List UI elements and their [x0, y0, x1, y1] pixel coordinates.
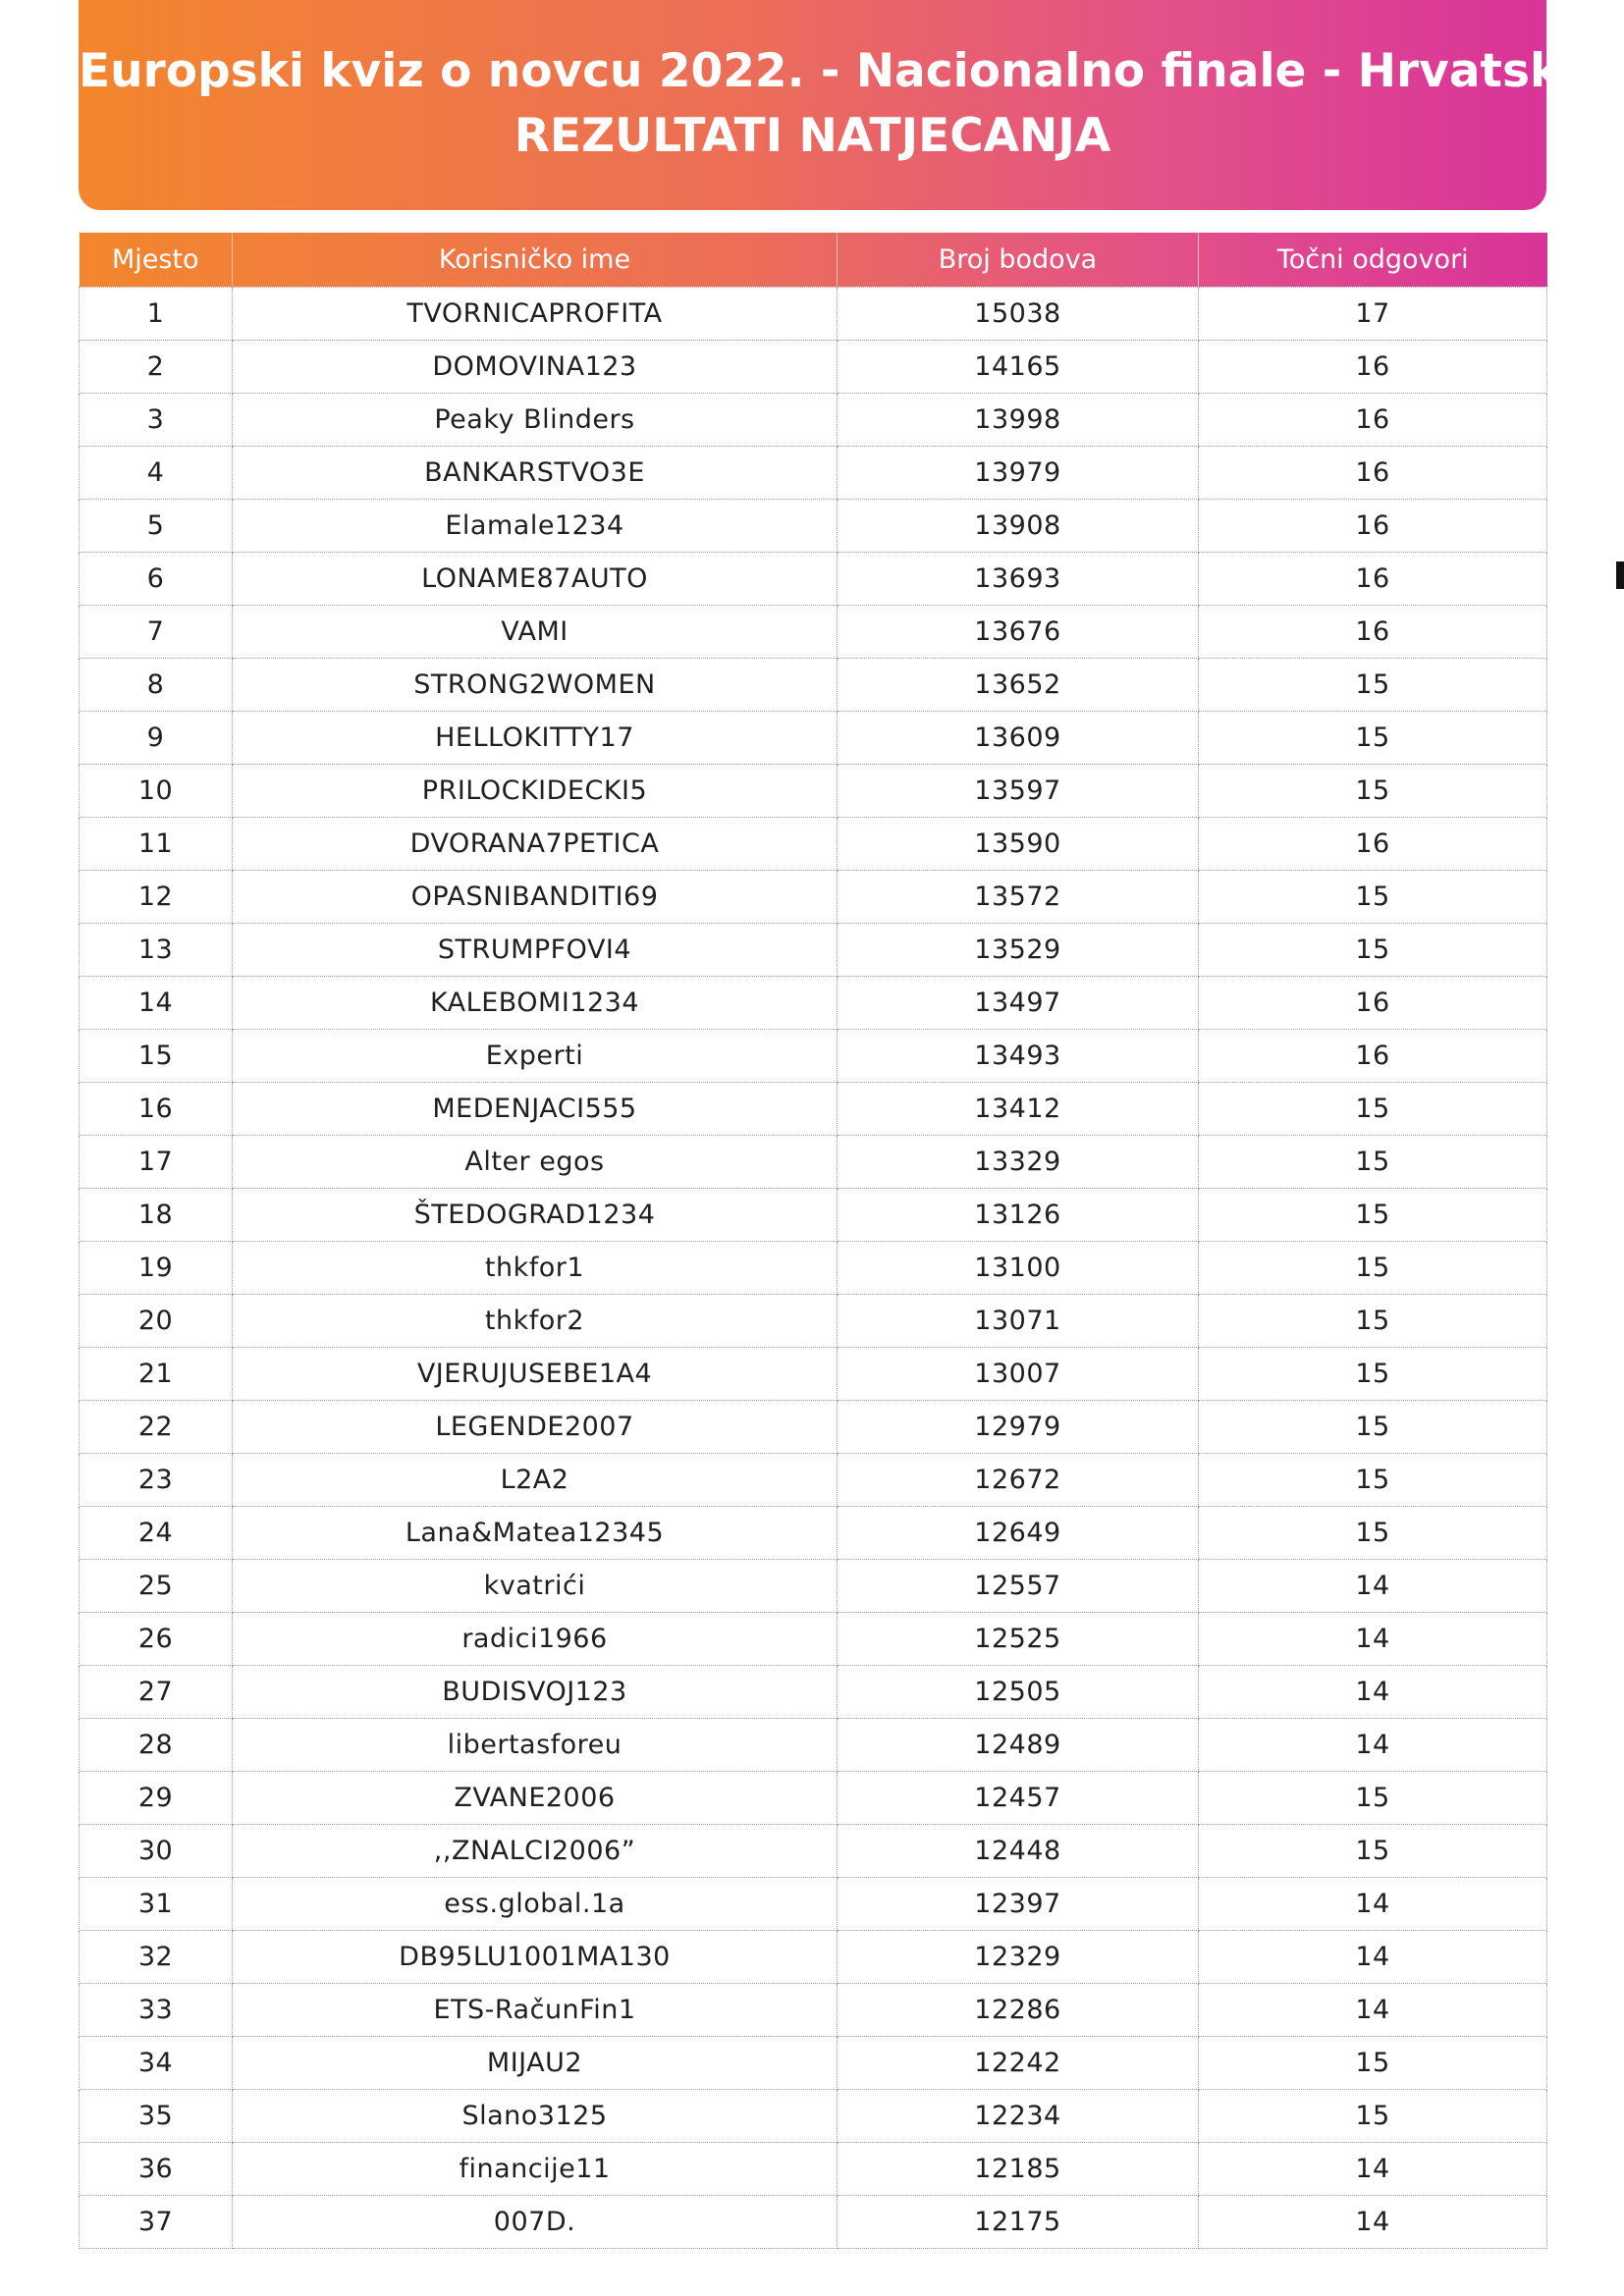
- cell-points: 13126: [838, 1188, 1199, 1241]
- table-row: [80, 658, 1547, 711]
- cell-correct-answers: 15: [1199, 658, 1547, 711]
- cell-points: 13998: [838, 393, 1199, 446]
- table-body: [80, 287, 1547, 2248]
- cell-rank: 34: [80, 2036, 233, 2089]
- cell-rank: 18: [80, 1188, 233, 1241]
- cell-correct-answers: 15: [1199, 711, 1547, 764]
- cell-points: 12185: [838, 2142, 1199, 2195]
- cell-points: 13412: [838, 1082, 1199, 1135]
- cell-username: STRONG2WOMEN: [233, 658, 838, 711]
- cell-correct-answers: 15: [1199, 1400, 1547, 1453]
- table-header: [80, 233, 1547, 287]
- cell-username: VAMI: [233, 605, 838, 658]
- cell-rank: 27: [80, 1665, 233, 1718]
- title-banner: [79, 0, 1592, 210]
- cell-rank: 3: [80, 393, 233, 446]
- cell-correct-answers: 15: [1199, 1506, 1547, 1559]
- cell-username: thkfor2: [233, 1294, 838, 1347]
- cell-username: ess.global.1a: [233, 1877, 838, 1930]
- cell-rank: 33: [80, 1983, 233, 2036]
- cell-rank: 10: [80, 764, 233, 817]
- table-row: [80, 287, 1547, 340]
- cell-points: 12505: [838, 1665, 1199, 1718]
- cell-rank: 16: [80, 1082, 233, 1135]
- cell-points: 15038: [838, 287, 1199, 340]
- table-row: [80, 1188, 1547, 1241]
- table-row: [80, 1135, 1547, 1188]
- cell-correct-answers: 15: [1199, 1082, 1547, 1135]
- cell-rank: 19: [80, 1241, 233, 1294]
- table-row: [80, 1029, 1547, 1082]
- cell-correct-answers: 14: [1199, 1718, 1547, 1771]
- cell-username: L2A2: [233, 1453, 838, 1506]
- cell-rank: 37: [80, 2195, 233, 2248]
- cell-correct-answers: 15: [1199, 1824, 1547, 1877]
- cell-rank: 1: [80, 287, 233, 340]
- column-header-rank: Mjesto: [80, 233, 233, 287]
- cell-username: BUDISVOJ123: [233, 1665, 838, 1718]
- table-row: [80, 764, 1547, 817]
- cell-rank: 11: [80, 817, 233, 870]
- cell-correct-answers: 15: [1199, 2089, 1547, 2142]
- cell-correct-answers: 16: [1199, 605, 1547, 658]
- table-row: [80, 1824, 1547, 1877]
- cell-points: 13597: [838, 764, 1199, 817]
- cell-points: 12286: [838, 1983, 1199, 2036]
- cell-points: 13100: [838, 1241, 1199, 1294]
- cell-correct-answers: 14: [1199, 1665, 1547, 1718]
- cell-correct-answers: 15: [1199, 1294, 1547, 1347]
- table-row: [80, 1506, 1547, 1559]
- cell-username: LEGENDE2007: [233, 1400, 838, 1453]
- cell-username: OPASNIBANDITI69: [233, 870, 838, 923]
- cell-rank: 28: [80, 1718, 233, 1771]
- cell-correct-answers: 15: [1199, 1453, 1547, 1506]
- cell-rank: 36: [80, 2142, 233, 2195]
- table-row: [80, 1665, 1547, 1718]
- cell-username: financije11: [233, 2142, 838, 2195]
- cell-points: 13572: [838, 870, 1199, 923]
- cell-points: 12649: [838, 1506, 1199, 1559]
- cell-points: 12175: [838, 2195, 1199, 2248]
- cell-username: BANKARSTVO3E: [233, 446, 838, 499]
- cell-username: HELLOKITTY17: [233, 711, 838, 764]
- cell-username: MEDENJACI555: [233, 1082, 838, 1135]
- cell-correct-answers: 16: [1199, 393, 1547, 446]
- cell-points: 13652: [838, 658, 1199, 711]
- table-row: [80, 393, 1547, 446]
- cell-points: 12672: [838, 1453, 1199, 1506]
- table-row: [80, 1718, 1547, 1771]
- table-row: [80, 2036, 1547, 2089]
- cell-rank: 30: [80, 1824, 233, 1877]
- cell-username: DOMOVINA123: [233, 340, 838, 393]
- cell-correct-answers: 16: [1199, 340, 1547, 393]
- cell-correct-answers: 16: [1199, 552, 1547, 605]
- cell-username: PRILOCKIDECKI5: [233, 764, 838, 817]
- cell-username: LONAME87AUTO: [233, 552, 838, 605]
- cell-rank: 8: [80, 658, 233, 711]
- cell-username: DB95LU1001MA130: [233, 1930, 838, 1983]
- cell-rank: 13: [80, 923, 233, 976]
- cell-rank: 23: [80, 1453, 233, 1506]
- edge-marker: [1616, 561, 1624, 589]
- header-row: [80, 233, 1547, 287]
- cell-points: 13979: [838, 446, 1199, 499]
- cell-points: 12329: [838, 1930, 1199, 1983]
- table-row: [80, 1877, 1547, 1930]
- table-row: [80, 1559, 1547, 1612]
- cell-correct-answers: 14: [1199, 1930, 1547, 1983]
- cell-rank: 32: [80, 1930, 233, 1983]
- cell-rank: 9: [80, 711, 233, 764]
- table-row: [80, 2142, 1547, 2195]
- cell-points: 13529: [838, 923, 1199, 976]
- cell-correct-answers: 15: [1199, 1241, 1547, 1294]
- cell-username: ,,ZNALCI2006”: [233, 1824, 838, 1877]
- cell-username: TVORNICAPROFITA: [233, 287, 838, 340]
- cell-points: 13007: [838, 1347, 1199, 1400]
- table-row: [80, 1771, 1547, 1824]
- cell-correct-answers: 14: [1199, 2142, 1547, 2195]
- cell-rank: 35: [80, 2089, 233, 2142]
- table-row: [80, 1983, 1547, 2036]
- cell-correct-answers: 15: [1199, 1771, 1547, 1824]
- cell-username: thkfor1: [233, 1241, 838, 1294]
- cell-correct-answers: 16: [1199, 446, 1547, 499]
- cell-points: 13609: [838, 711, 1199, 764]
- cell-correct-answers: 16: [1199, 1029, 1547, 1082]
- table-row: [80, 499, 1547, 552]
- column-header-correct-answers: Točni odgovori: [1199, 233, 1547, 287]
- cell-rank: 12: [80, 870, 233, 923]
- cell-rank: 4: [80, 446, 233, 499]
- table-row: [80, 1294, 1547, 1347]
- cell-username: ŠTEDOGRAD1234: [233, 1188, 838, 1241]
- cell-points: 12234: [838, 2089, 1199, 2142]
- cell-username: DVORANA7PETICA: [233, 817, 838, 870]
- cell-points: 12557: [838, 1559, 1199, 1612]
- cell-rank: 15: [80, 1029, 233, 1082]
- table-row: [80, 870, 1547, 923]
- cell-correct-answers: 15: [1199, 2036, 1547, 2089]
- cell-username: Lana&Matea12345: [233, 1506, 838, 1559]
- cell-rank: 20: [80, 1294, 233, 1347]
- table-row: [80, 605, 1547, 658]
- table-row: [80, 1930, 1547, 1983]
- cell-points: 14165: [838, 340, 1199, 393]
- cell-correct-answers: 15: [1199, 923, 1547, 976]
- cell-correct-answers: 17: [1199, 287, 1547, 340]
- cell-rank: 29: [80, 1771, 233, 1824]
- cell-username: Alter egos: [233, 1135, 838, 1188]
- cell-rank: 24: [80, 1506, 233, 1559]
- cell-rank: 6: [80, 552, 233, 605]
- cell-correct-answers: 15: [1199, 870, 1547, 923]
- cell-correct-answers: 14: [1199, 1612, 1547, 1665]
- cell-points: 13497: [838, 976, 1199, 1029]
- table-row: [80, 1347, 1547, 1400]
- cell-rank: 31: [80, 1877, 233, 1930]
- results-table: [79, 233, 1547, 2249]
- cell-points: 13493: [838, 1029, 1199, 1082]
- cell-points: 13693: [838, 552, 1199, 605]
- cell-points: 13071: [838, 1294, 1199, 1347]
- cell-rank: 22: [80, 1400, 233, 1453]
- cell-correct-answers: 15: [1199, 1135, 1547, 1188]
- table-row: [80, 1453, 1547, 1506]
- cell-correct-answers: 14: [1199, 1983, 1547, 2036]
- cell-username: Experti: [233, 1029, 838, 1082]
- cell-points: 12448: [838, 1824, 1199, 1877]
- cell-rank: 7: [80, 605, 233, 658]
- column-header-username: Korisničko ime: [233, 233, 838, 287]
- cell-rank: 5: [80, 499, 233, 552]
- table-row: [80, 711, 1547, 764]
- cell-points: 12979: [838, 1400, 1199, 1453]
- cell-correct-answers: 16: [1199, 976, 1547, 1029]
- cell-correct-answers: 16: [1199, 817, 1547, 870]
- table-row: [80, 976, 1547, 1029]
- cell-points: 12397: [838, 1877, 1199, 1930]
- table-row: [80, 1400, 1547, 1453]
- table-row: [80, 552, 1547, 605]
- cell-correct-answers: 16: [1199, 499, 1547, 552]
- cell-correct-answers: 14: [1199, 1877, 1547, 1930]
- cell-username: Peaky Blinders: [233, 393, 838, 446]
- table-row: [80, 1612, 1547, 1665]
- cell-rank: 2: [80, 340, 233, 393]
- table-row: [80, 1082, 1547, 1135]
- cell-points: 12525: [838, 1612, 1199, 1665]
- cell-username: 007D.: [233, 2195, 838, 2248]
- cell-rank: 25: [80, 1559, 233, 1612]
- cell-correct-answers: 15: [1199, 1188, 1547, 1241]
- column-header-points: Broj bodova: [838, 233, 1199, 287]
- cell-rank: 21: [80, 1347, 233, 1400]
- cell-username: MIJAU2: [233, 2036, 838, 2089]
- table-row: [80, 817, 1547, 870]
- cell-username: ETS-RačunFin1: [233, 1983, 838, 2036]
- cell-username: Slano3125: [233, 2089, 838, 2142]
- cell-correct-answers: 15: [1199, 1347, 1547, 1400]
- cell-points: 12242: [838, 2036, 1199, 2089]
- cell-points: 13329: [838, 1135, 1199, 1188]
- cell-username: VJERUJUSEBE1A4: [233, 1347, 838, 1400]
- page-title: Europski kviz o novcu 2022. - Nacionalno finale - Hrvatska: [79, 44, 1592, 98]
- table-row: [80, 446, 1547, 499]
- cell-points: 13590: [838, 817, 1199, 870]
- table-row: [80, 2089, 1547, 2142]
- page-subtitle: REZULTATI NATJECANJA: [514, 109, 1111, 163]
- cell-points: 13908: [838, 499, 1199, 552]
- table-row: [80, 2195, 1547, 2248]
- cell-username: kvatrići: [233, 1559, 838, 1612]
- table-row: [80, 923, 1547, 976]
- cell-rank: 17: [80, 1135, 233, 1188]
- table-row: [80, 1241, 1547, 1294]
- cell-username: radici1966: [233, 1612, 838, 1665]
- cell-username: Elamale1234: [233, 499, 838, 552]
- cell-username: STRUMPFOVI4: [233, 923, 838, 976]
- cell-correct-answers: 14: [1199, 1559, 1547, 1612]
- cell-username: ZVANE2006: [233, 1771, 838, 1824]
- cell-points: 12457: [838, 1771, 1199, 1824]
- table-row: [80, 340, 1547, 393]
- cell-points: 13676: [838, 605, 1199, 658]
- cell-rank: 14: [80, 976, 233, 1029]
- cell-correct-answers: 15: [1199, 764, 1547, 817]
- cell-username: libertasforeu: [233, 1718, 838, 1771]
- cell-correct-answers: 14: [1199, 2195, 1547, 2248]
- cell-rank: 26: [80, 1612, 233, 1665]
- cell-username: KALEBOMI1234: [233, 976, 838, 1029]
- cell-points: 12489: [838, 1718, 1199, 1771]
